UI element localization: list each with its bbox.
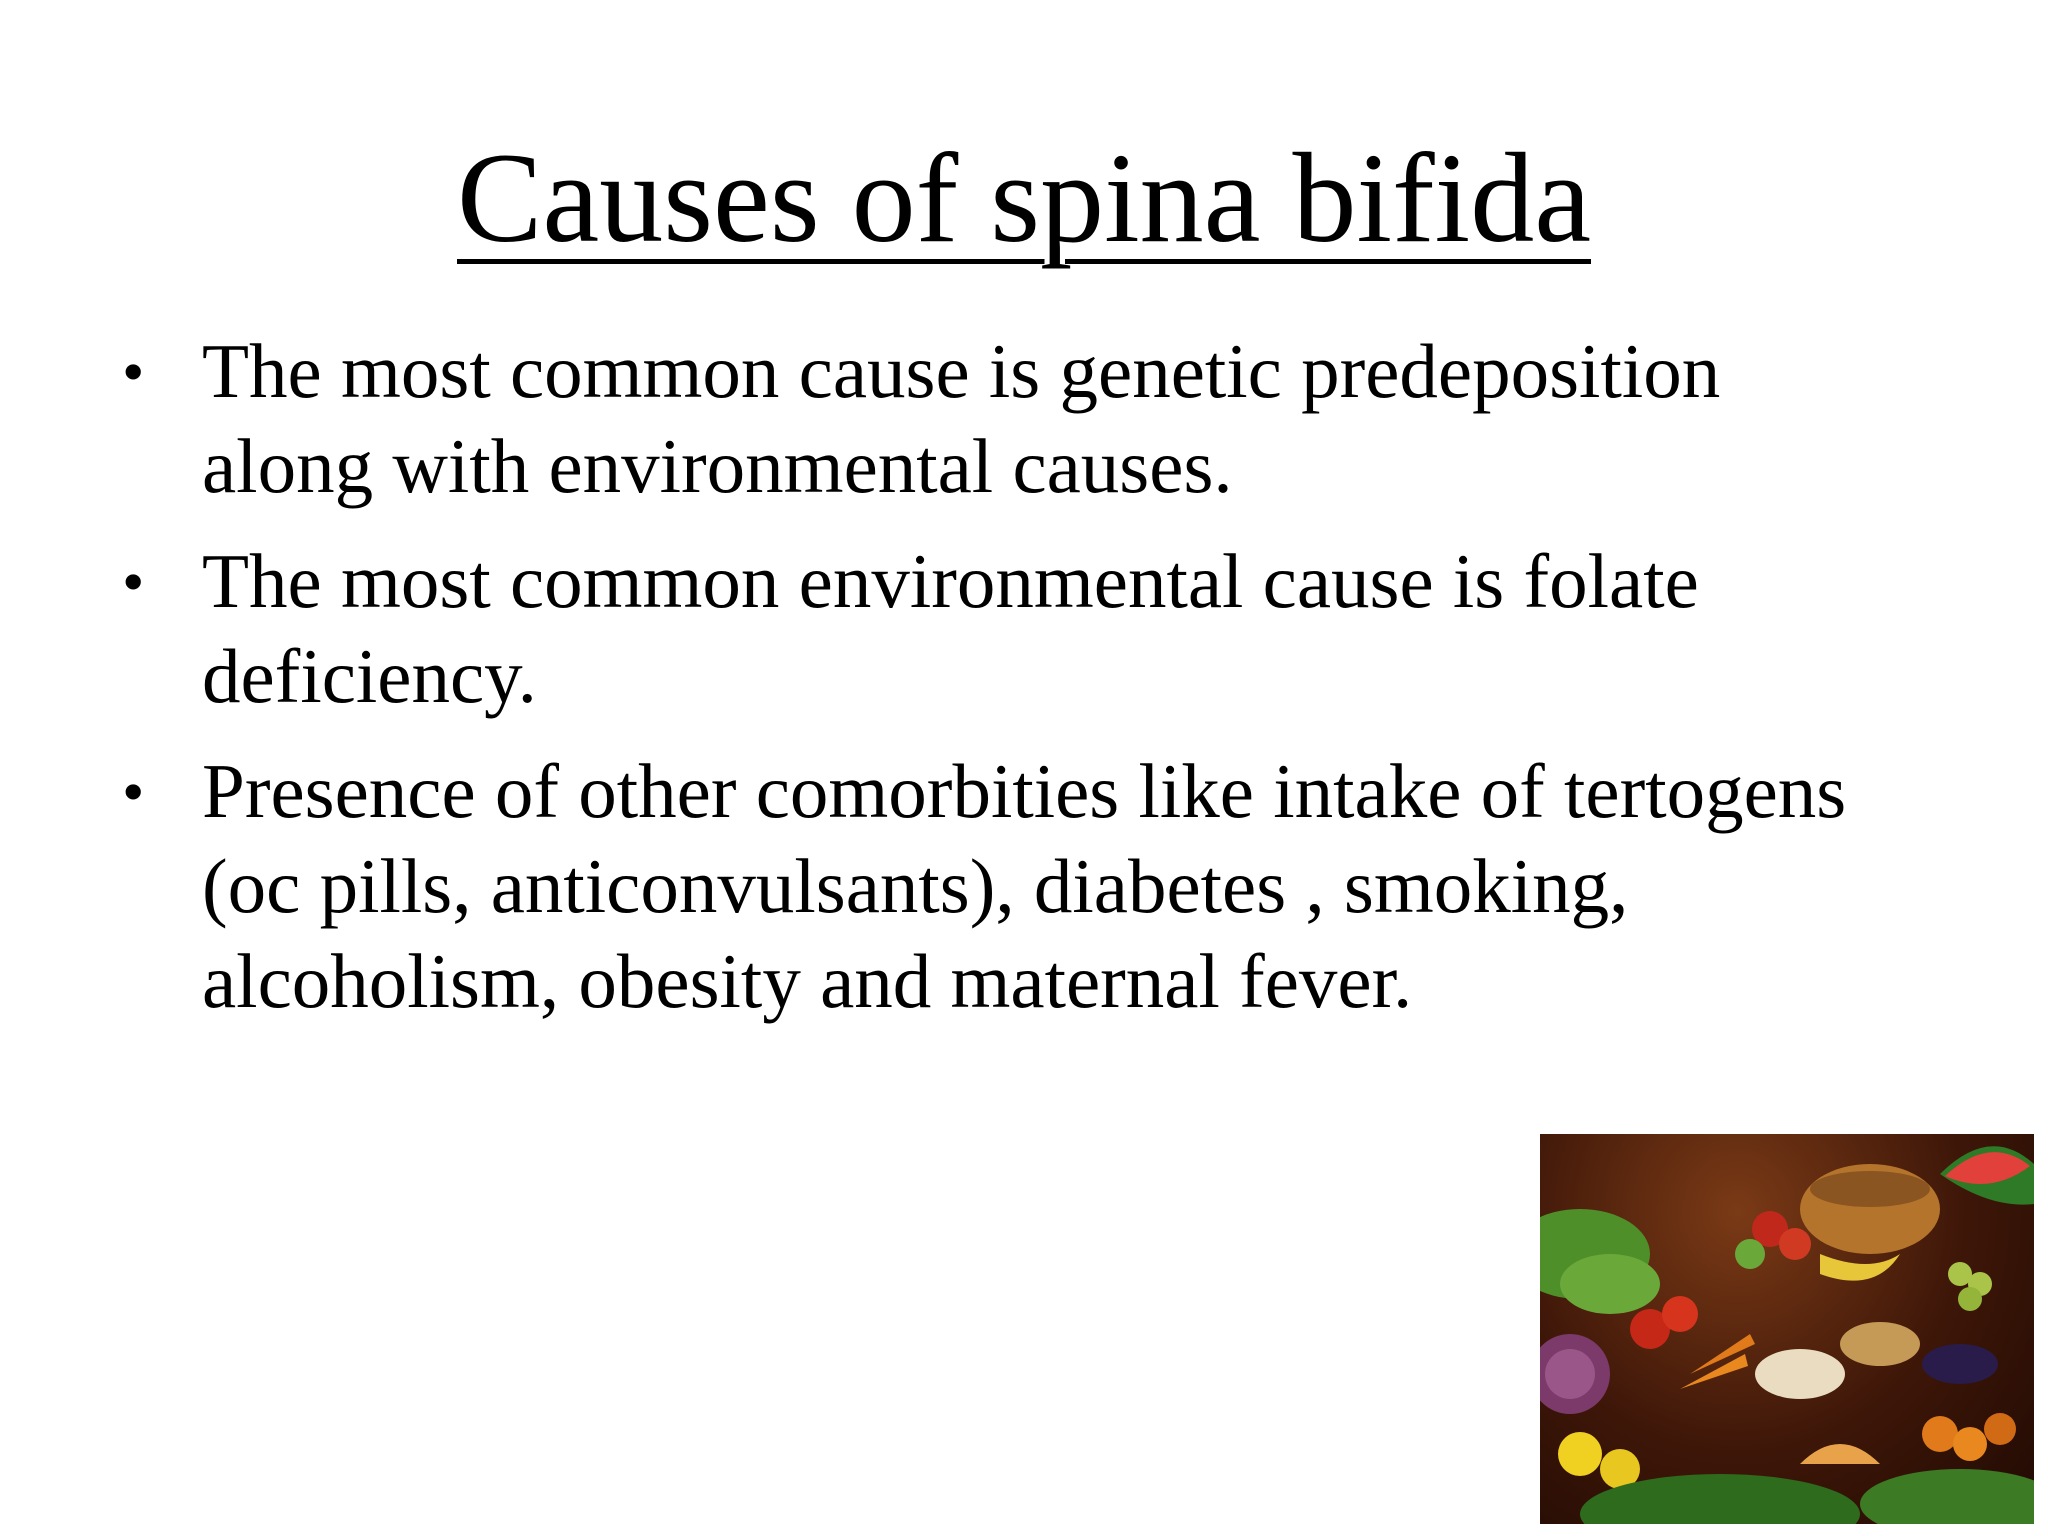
grape-shape (1958, 1287, 1982, 1311)
orange-shape (1922, 1416, 1958, 1452)
grain-bowl-shape (1755, 1349, 1845, 1399)
pasta-bowl-shape (1840, 1322, 1920, 1366)
bullet-marker: • (122, 756, 145, 827)
tomato-shape (1662, 1296, 1698, 1332)
slide-title: Causes of spina bifida (457, 127, 1591, 269)
banana-shape (1820, 1254, 1900, 1281)
bottom-greens-shape (1860, 1469, 2034, 1524)
greens-shape (1560, 1254, 1660, 1314)
bullet-marker: • (122, 336, 145, 407)
melon-shape (1800, 1444, 1880, 1464)
berries-bowl-shape (1922, 1344, 1998, 1384)
bullet-item (118, 534, 1958, 724)
bullet-line: The most common cause is genetic predeposition (202, 328, 1721, 414)
apple-shape (1735, 1239, 1765, 1269)
bullet-item (118, 324, 1958, 514)
bullet-line: (oc pills, anticonvulsants), diabetes , smoking, (202, 843, 1629, 929)
bullet-item (118, 744, 1958, 1029)
bullet-line: alcoholism, obesity and maternal fever. (202, 938, 1413, 1024)
orange-shape (1953, 1427, 1987, 1461)
bullet-line: deficiency. (202, 633, 537, 719)
bullet-list (118, 324, 1958, 1049)
fruits-vegetables-photo (1540, 1134, 2034, 1524)
fruits-vegetables-illustration (1540, 1134, 2034, 1524)
basket-rim-shape (1810, 1171, 1930, 1207)
bullet-line: Presence of other comorbities like intake of tertogens (202, 748, 1847, 834)
lemon-shape (1558, 1432, 1602, 1476)
bullet-line: The most common environmental cause is folate (202, 538, 1699, 624)
apple-shape (1779, 1228, 1811, 1260)
bullet-marker: • (122, 546, 145, 617)
bullet-line: along with environmental causes. (202, 423, 1233, 509)
cabbage-shape (1545, 1349, 1595, 1399)
orange-shape (1984, 1413, 2016, 1445)
